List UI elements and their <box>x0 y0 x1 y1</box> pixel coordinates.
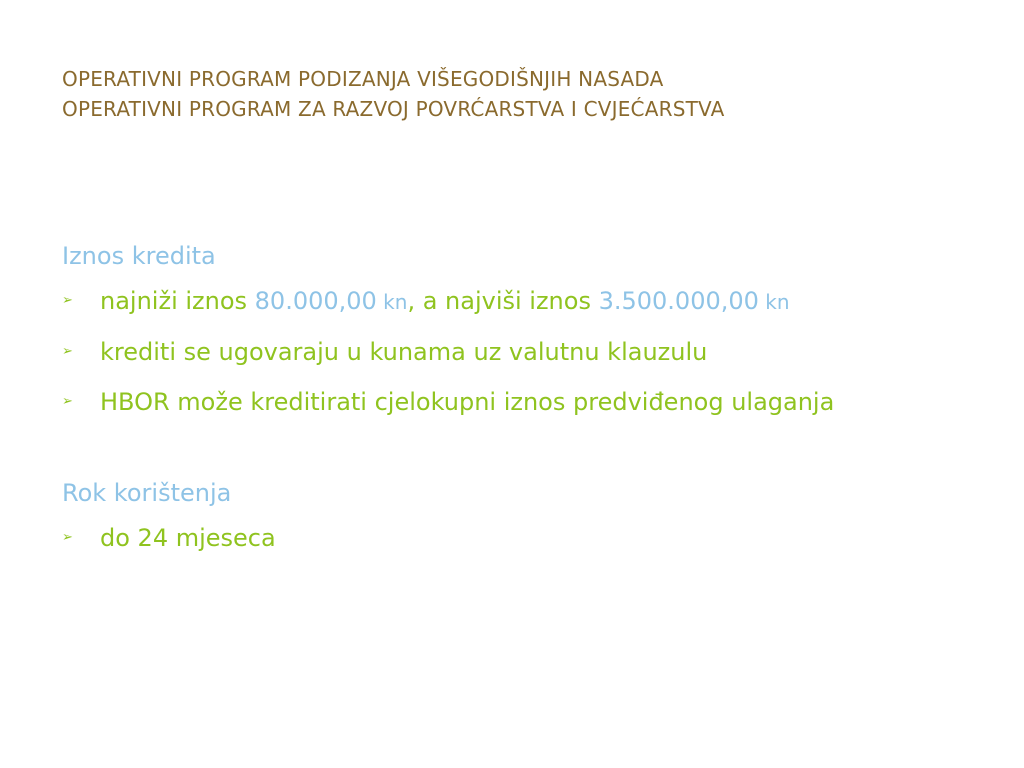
section-heading-rok-koristenja: Rok korištenja <box>62 479 232 507</box>
bullet-text: krediti se ugovaraju u kunama uz valutnu klauzulu <box>100 338 708 366</box>
min-amount-value: 80.000,00 <box>254 287 377 315</box>
bullet-text-part: , a najviši iznos <box>407 287 599 315</box>
bullet-text: HBOR može kreditirati cjelokupni iznos predviđenog ulaganja <box>100 388 835 416</box>
bullet-text: do 24 mjeseca <box>100 524 276 552</box>
min-amount-unit: kn <box>376 290 408 314</box>
bullet-item-amount-range <box>62 276 1002 327</box>
slide-title <box>62 64 1002 124</box>
section-spacer <box>62 427 1002 473</box>
arrow-bullet-icon: ➢ <box>62 530 73 545</box>
title-line-2: OPERATIVNI PROGRAM ZA RAZVOJ POVRĆARSTVA I CVJEĆARSTVA <box>62 97 725 121</box>
bullet-text-part: najniži iznos <box>100 287 255 315</box>
section-heading-iznos-kredita: Iznos kredita <box>62 242 216 270</box>
title-line-1: OPERATIVNI PROGRAM PODIZANJA VIŠEGODIŠNJIH NASADA <box>62 67 664 91</box>
slide-content <box>62 236 1002 563</box>
bullet-item-currency-clause <box>62 327 1002 377</box>
arrow-bullet-icon: ➢ <box>62 344 73 359</box>
max-amount-value: 3.500.000,00 <box>598 287 759 315</box>
max-amount-unit: kn <box>758 290 790 314</box>
bullet-item-full-investment <box>62 377 1002 427</box>
arrow-bullet-icon: ➢ <box>62 293 73 308</box>
arrow-bullet-icon: ➢ <box>62 394 73 409</box>
bullet-item-duration <box>62 513 1002 563</box>
